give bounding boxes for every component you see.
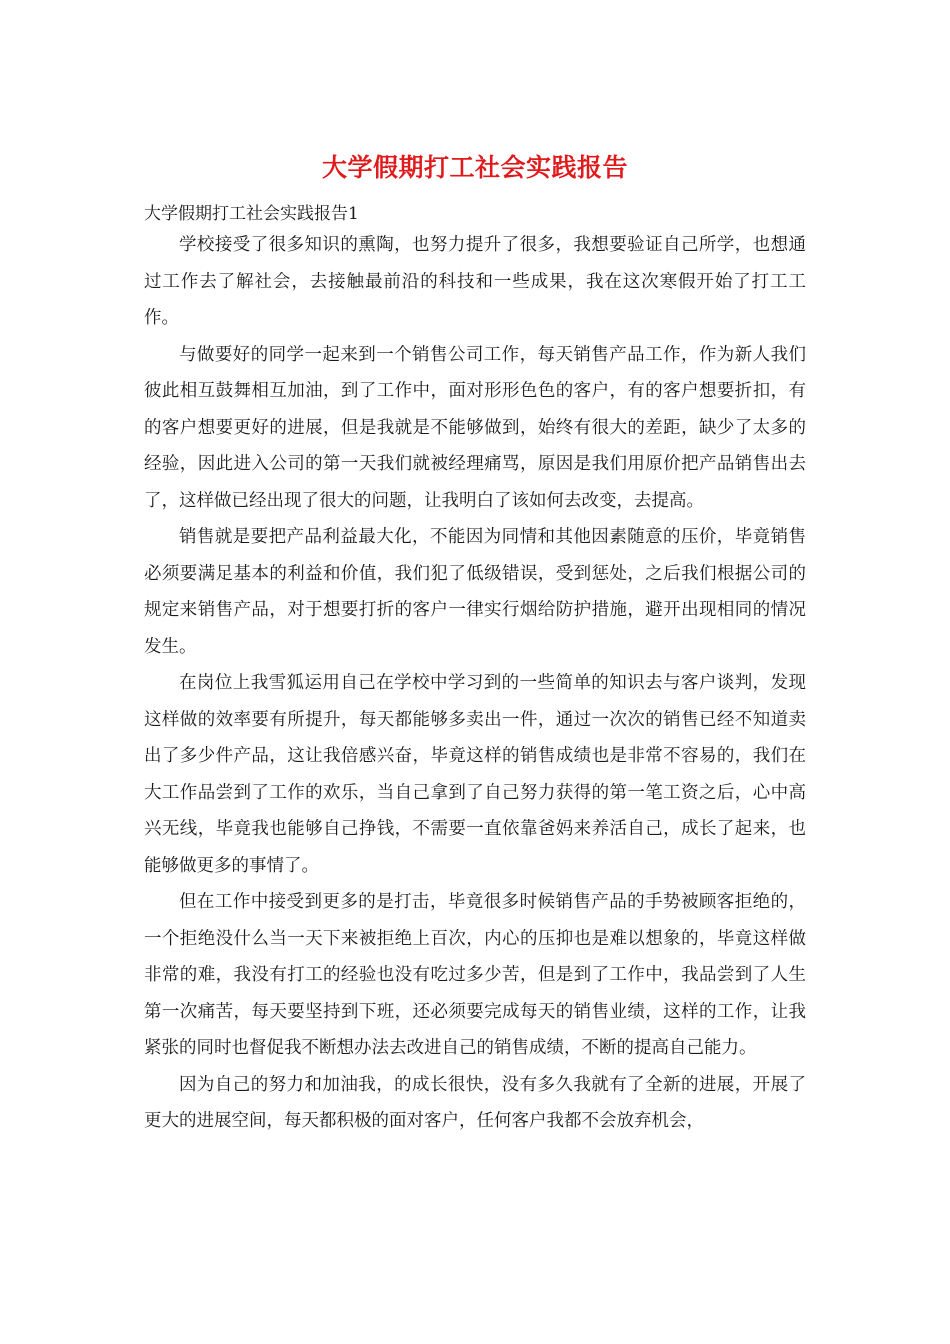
paragraph-5: 但在工作中接受到更多的是打击，毕竟很多时候销售产品的手势被顾客拒绝的，一个拒绝没什么当一天下来被拒绝上百次，内心的压抑也是难以想象的，毕竟这样做非常的难，我没有打工的经验也没有吃过多少苦，但是到了工作中，我品尝到了人生第一次痛苦，每天要坚持到下班，还必须要完成每天的销售业绩，这样的工作，让我紧张的同时也督促我不断想办法去改进自己的销售成绩，不断的提高自己能力。: [144, 892, 806, 1058]
paragraph-2: 与做要好的同学一起来到一个销售公司工作，每天销售产品工作，作为新人我们彼此相互鼓舞相互加油，到了工作中，面对形形色色的客户，有的客户想要折扣，有的客户想要更好的进展，但是我就是不能够做到，始终有很大的差距，缺少了太多的经验，因此进入公司的第一天我们就被经理痛骂，原因是我们用原价把产品销售出去了，这样做已经出现了很大的问题，让我明白了该如何去改变，去提高。: [144, 344, 806, 511]
document-body: [144, 227, 806, 1140]
document-subtitle: 大学假期打工社会实践报告1: [144, 204, 359, 224]
paragraph-3: 销售就是要把产品利益最大化，不能因为同情和其他因素随意的压价，毕竟销售必须要满足基本的利益和价值，我们犯了低级错误，受到惩处，之后我们根据公司的规定来销售产品，对于想要打折的客户一律实行烟给防护措施，避开出现相同的情况发生。: [144, 527, 806, 657]
paragraph-6: 因为自己的努力和加油我，的成长很快，没有多久我就有了全新的进展，开展了更大的进展空间，每天都积极的面对客户，任何客户我都不会放弃机会，: [144, 1074, 806, 1131]
paragraph-1: 学校接受了很多知识的熏陶，也努力提升了很多，我想要验证自己所学，也想通过工作去了解社会，去接触最前沿的科技和一些成果，我在这次寒假开始了打工工作。: [144, 235, 806, 328]
paragraph-4: 在岗位上我雪狐运用自己在学校中学习到的一些简单的知识去与客户谈判，发现这样做的效率要有所提升，每天都能够多卖出一件，通过一次次的销售已经不知道卖出了多少件产品，这让我倍感兴奋，毕竟这样的销售成绩也是非常不容易的，我们在大工作品尝到了工作的欢乐，当自己拿到了自己努力获得的第一笔工资之后，心中高兴无线，毕竟我也能够自己挣钱，不需要一直依靠爸妈来养活自己，成长了起来，也能够做更多的事情了。: [144, 673, 806, 876]
document-title: 大学假期打工社会实践报告: [321, 153, 628, 182]
